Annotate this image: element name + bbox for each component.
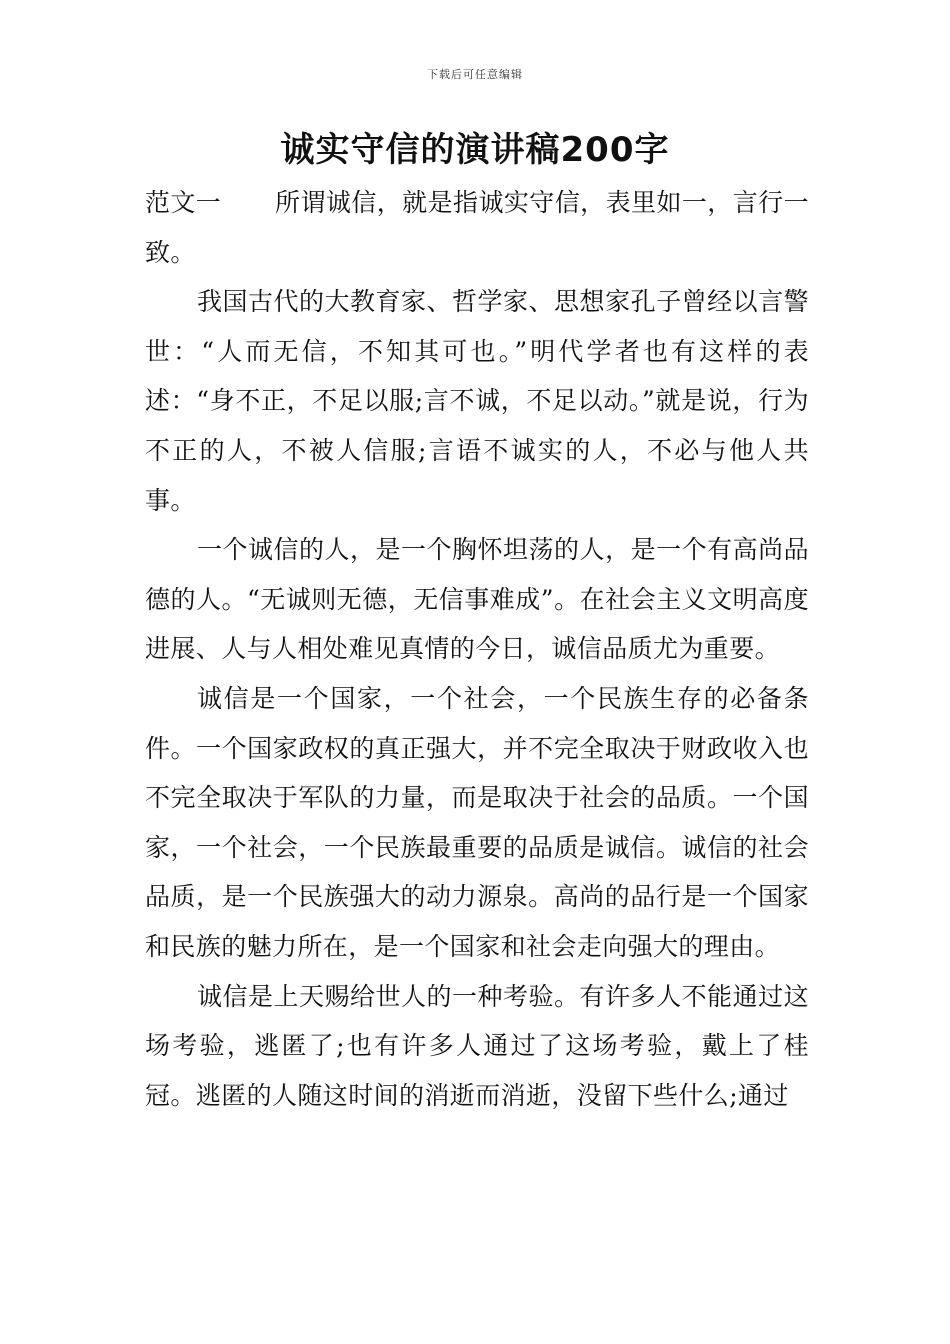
header-note: 下载后可任意编辑 — [427, 68, 523, 81]
paragraph-5: 诚信是上天赐给世人的一种考验。有许多人不能通过这场考验，逃匿了;也有许多人通过了这场考验，戴上了桂冠。逃匿的人随这时间的消逝而消逝，没留下些什么;通过 — [145, 981, 809, 1110]
paragraph-1 — [145, 178, 809, 277]
document-title: 诚实守信的演讲稿200字 — [280, 130, 670, 170]
paragraph-3: 一个诚信的人，是一个胸怀坦荡的人，是一个有高尚品德的人。“无诚则无德，无信事难成”。在社会主义文明高度进展、人与人相处难见真情的今日，诚信品质尤为重要。 — [145, 535, 809, 664]
paragraph-2: 我国古代的大教育家、哲学家、思想家孔子曾经以言警世：“人而无信，不知其可也。”明代学者也有这样的表述：“身不正，不足以服;言不诚，不足以动。”就是说，行为不正的人，不被人信服;言语不诚实的人，不必与他人共事。 — [145, 287, 809, 515]
paragraph-4: 诚信是一个国家，一个社会，一个民族生存的必备条件。一个国家政权的真正强大，并不完全取决于财政收入也不完全取决于军队的力量，而是取决于社会的品质。一个国家，一个社会，一个民族最重要的品质是诚信。诚信的社会品质，是一个民族强大的动力源泉。高尚的品行是一个国家和民族的魅力所在，是一个国家和社会走向强大的理由。 — [145, 683, 809, 961]
section-label: 范文一 — [145, 188, 222, 217]
paragraph-1-text: 所谓诚信，就是指诚实守信，表里如一，言行一致。 — [145, 188, 809, 267]
document-body — [145, 178, 809, 1120]
